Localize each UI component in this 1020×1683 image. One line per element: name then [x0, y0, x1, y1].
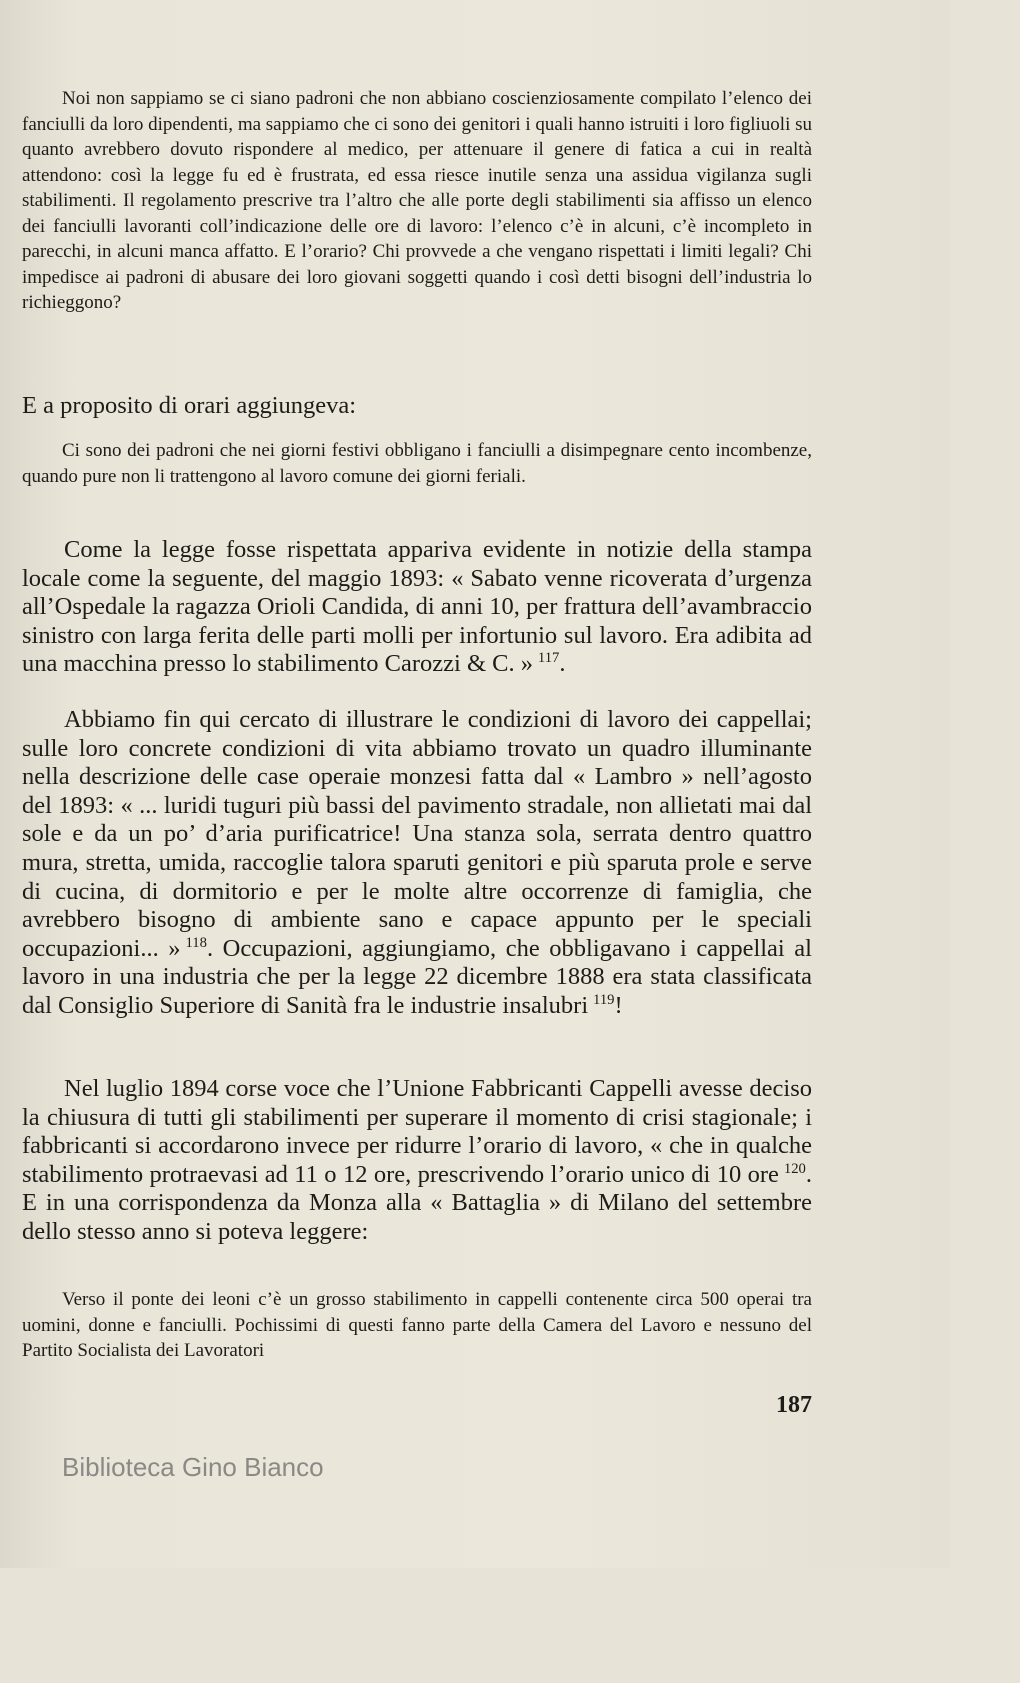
library-watermark: Biblioteca Gino Bianco [62, 1452, 324, 1482]
footnote-ref-118: 118 [185, 934, 207, 951]
block-quote-2: Ci sono dei padroni che nei giorni festivi obbligano i fanciulli a disimpegnare cento incombenze, quando pure non li trattengono al lavoro comune dei giorni feriali. [22, 440, 812, 487]
intro-line: E a proposito di orari aggiungeva: [22, 392, 357, 419]
body-paragraph-3-text: Nel luglio 1894 corse voce che l’Unione Fabbricanti Cappelli avesse deciso la chiusura di tutti gli stabilimenti per superare il momento di crisi stagionale; i fabbricanti si accordarono invece per ridurre l’orario di lavoro, « che in qualche stabilimento protraevasi ad 11 o 12 ore, prescrivendo l’orario unico di 10 ore [22, 1075, 812, 1188]
footnote-ref-120: 120 [783, 1160, 806, 1177]
block-quote-3: Verso il ponte dei leoni c’è un grosso stabilimento in cappelli contenente circa 500 operai tra uomini, donne e fanciulli. Pochissimi di questi fanno parte della Camera del Lavoro e nessuno del Partito Socialista dei Lavoratori [22, 1289, 812, 1361]
block-quote-1: Noi non sappiamo se ci siano padroni che non abbiano coscienziosamente compilato l’elenco dei fanciulli da loro dipendenti, ma sappiamo che ci sono dei genitori i quali hanno istruiti i loro figliuoli su quanto avrebbero dovuto rispondere al medico, per attenuare il genere di fatica a cui in realtà attendono: così la legge fu ed è frustrata, ed essa riesce inutile senza una assidua vigilanza sugli stabilimenti. Il regolamento prescrive tra l’altro che alle porte degli stabilimenti sia affisso un elenco dei fanciulli lavoranti coll’indicazione delle ore di lavoro: l’elenco c’è in alcuni, c’è incompleto in parecchi, in alcuni manca affatto. E l’orario? Chi provvede a che vengano rispettati i limiti legali? Chi impedisce ai padroni di abusare dei loro giovani soggetti quando i così detti bisogni dell’industria lo richieggono? [22, 88, 812, 313]
body-paragraph-3-cont: . E in una corrispondenza da Monza alla « Battaglia » di Milano del settembre dello stesso anno si poteva leggere: [22, 1160, 812, 1245]
body-paragraph-2-cont: . Occupazioni, aggiungiamo, che obbligavano i cappellai al lavoro in una industria che per la legge 22 dicembre 1888 era stata classificata dal Consiglio Superiore di Sanità fra le industrie insalubri [22, 934, 812, 1019]
body-paragraph-2-text: Abbiamo fin qui cercato di illustrare le condizioni di lavoro dei cappellai; sulle loro concrete condizioni di vita abbiamo trovato un quadro illuminante nella descrizione delle case operaie monzesi fatta dal « Lambro » nell’agosto del 1893: « ... luridi tuguri più bassi del pavimento stradale, non allietati mai dal sole e da un po’ d’aria purificatrice! Una stanza sola, serrata dentro quattro mura, stretta, umida, raccoglie talora sparuti genitori e più sparuta prole e serve di cucina, di dormitorio e per le molte altre occorrenze di famiglia, che avrebbero bisogno di ambiente sano e capace appunto per le speciali occupazioni... » [22, 706, 812, 962]
body-paragraph-2 [22, 706, 812, 1021]
footnote-ref-119: 119 [593, 991, 615, 1008]
body-paragraph-1-end: . [559, 650, 566, 678]
body-paragraph-3 [22, 1075, 812, 1247]
body-paragraph-1-text: Come la legge fosse rispettata appariva evidente in notizie della stampa locale come la seguente, del maggio 1893: « Sabato venne ricoverata d’urgenza all’Ospedale la ragazza Orioli Candida, di anni 10, per frattura dell’avambraccio sinistro con larga ferita delle parti molli per infortunio sul lavoro. Era adibita ad una macchina presso lo stabilimento Carozzi & C. » [22, 536, 812, 678]
body-paragraph-2-end: ! [614, 991, 623, 1019]
footnote-ref-117: 117 [537, 650, 560, 667]
page-number: 187 [776, 1392, 812, 1418]
body-paragraph-1 [22, 536, 812, 679]
